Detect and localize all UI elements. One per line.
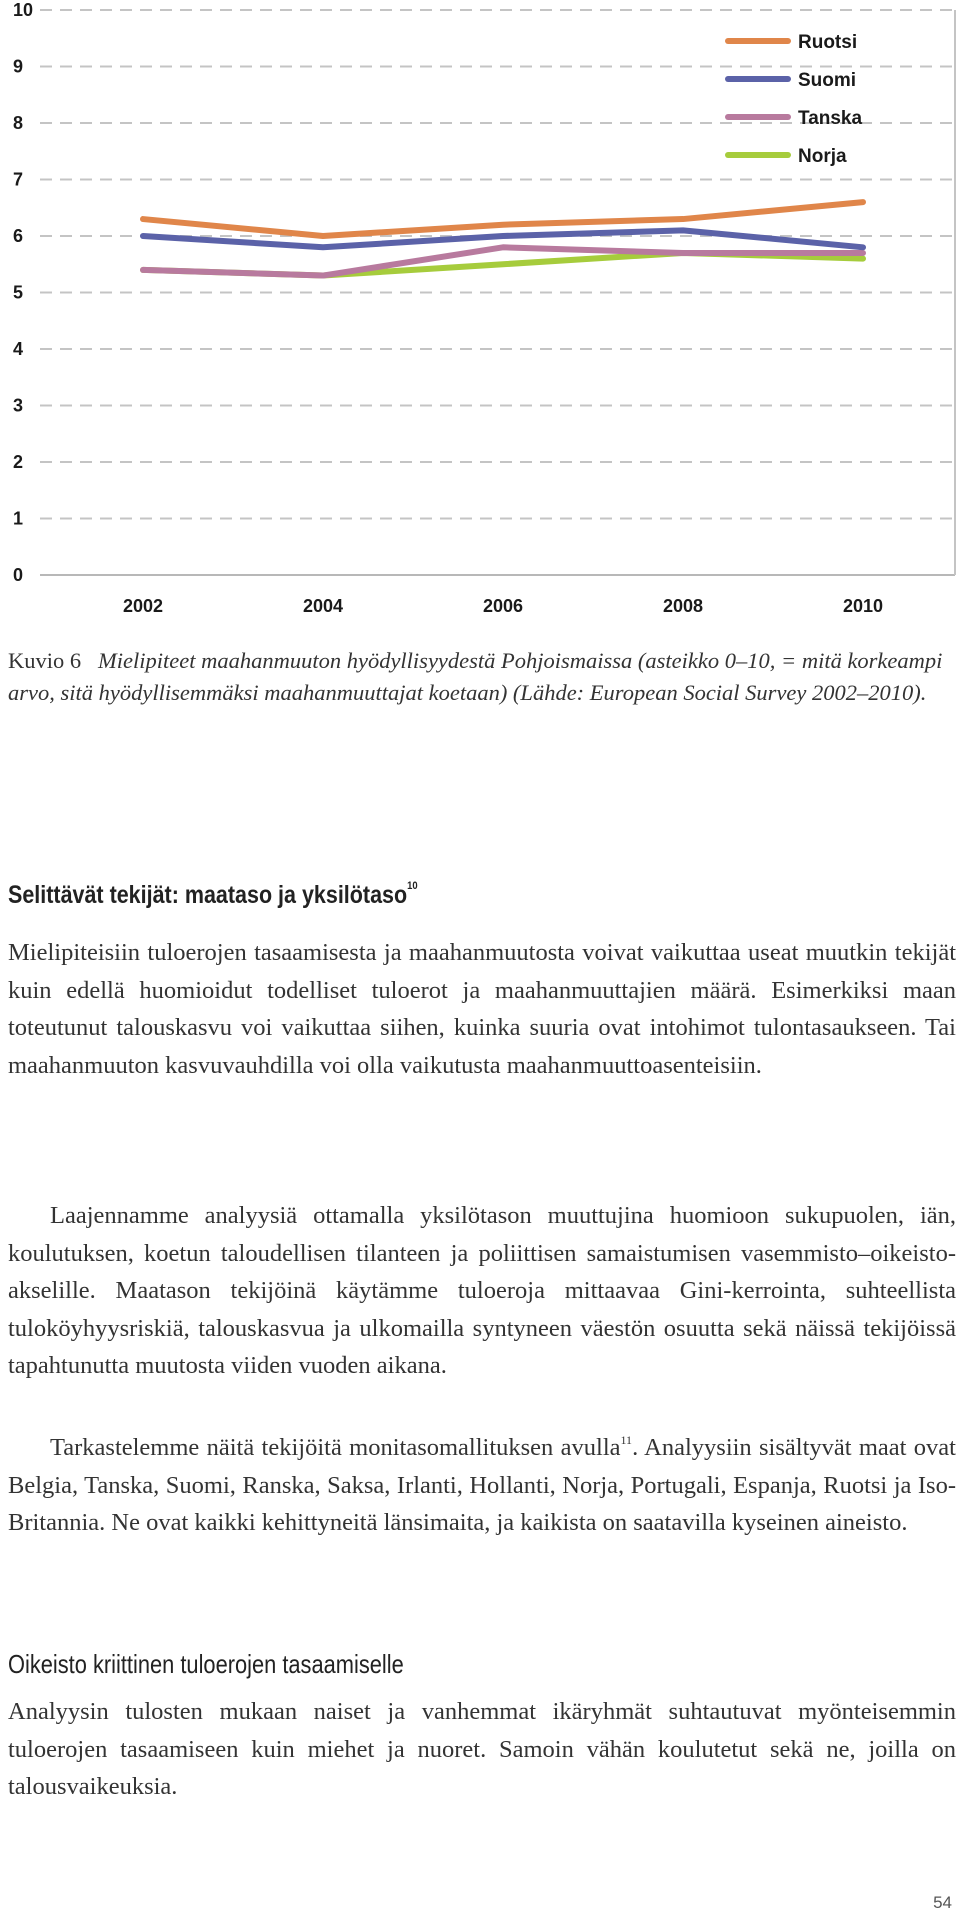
figure-caption xyxy=(8,645,953,709)
x-tick-label: 2004 xyxy=(302,596,344,616)
x-tick-label: 2006 xyxy=(482,596,524,616)
paragraph-1: Mielipiteisiin tuloerojen tasaamisesta ja maahanmuutosta voivat vaikuttaa useat muutkin tekijät kuin edellä huomioidut todelliset tuloerot ja maahanmuuttajien määrä. Esimerkiksi maan toteutunut talouskasvu voi vaikuttaa siihen, kuinka suuria ovat intohimot tulontasaukseen. Tai maahanmuuton kasvuvauhdilla voi olla vaikutusta maahanmuuttoasenteisiin. xyxy=(8,939,956,1079)
paragraph-3 xyxy=(8,1422,956,1542)
y-tick-label: 8 xyxy=(13,113,24,133)
y-axis-ticks xyxy=(13,0,33,585)
line-chart xyxy=(0,0,960,625)
chart-series-lines xyxy=(143,202,863,275)
series-line-ruotsi xyxy=(143,202,863,236)
paragraph-3-start: Tarkastelemme näitä tekijöitä monitasomallituksen avulla xyxy=(50,1434,621,1461)
x-tick-label: 2008 xyxy=(662,596,704,616)
x-tick-label: 2002 xyxy=(122,596,164,616)
y-tick-label: 7 xyxy=(13,169,24,190)
y-tick-label: 2 xyxy=(13,452,24,472)
page-number: 54 xyxy=(933,1893,952,1912)
legend-label-ruotsi: Ruotsi xyxy=(798,32,858,53)
y-tick-label: 6 xyxy=(13,226,24,246)
footnote-ref-11: 11 xyxy=(620,1433,633,1447)
paragraph-2: Laajennamme analyysiä ottamalla yksilötason muuttujina huomioon sukupuolen, iän, koulutuksen, koetun taloudellisen tilanteen ja poliittisen samaistumisen vasemmisto–oikeisto-akselille. Maatason tekijöinä käytämme tuloeroja mittaavaa Gini-kerrointa, suhteellista tuloköyhyysriskiä, talouskasvua ja ulkomailla syntyneen väestön osuutta sekä näissä tekijöissä tapahtunutta muutosta viiden vuoden aikana. xyxy=(8,1202,956,1379)
y-tick-label: 10 xyxy=(13,0,34,20)
footnote-ref-10: 10 xyxy=(407,880,418,892)
legend-label-tanska: Tanska xyxy=(798,108,863,129)
chart-gridlines xyxy=(40,10,955,575)
legend-label-norja: Norja xyxy=(798,146,847,167)
section-heading xyxy=(8,880,418,910)
paragraph-4: Analyysin tulosten mukaan naiset ja vanhemmat ikäryhmät suhtautuvat myönteisemmin tuloerojen tasaamiseen kuin miehet ja nuoret. Samoin vähän koulutetut sekä ne, joilla on talousvaikeuksia. xyxy=(8,1698,956,1800)
y-tick-label: 0 xyxy=(13,565,24,585)
y-tick-label: 5 xyxy=(13,282,24,303)
x-axis-ticks xyxy=(123,596,883,616)
y-tick-label: 1 xyxy=(13,508,24,529)
figure-caption-label: Kuvio 6 xyxy=(8,648,82,673)
figure-caption-text: Mielipiteet maahanmuuton hyödyllisyydestä Pohjoismaissa (asteikko 0–10, = mitä korkeampi arvo, sitä hyödyllisemmäksi maahanmuuttajat koetaan) (Lähde: European Social Survey 2002–2010). xyxy=(8,648,943,705)
x-tick-label: 2010 xyxy=(842,596,884,616)
y-tick-label: 4 xyxy=(13,339,24,359)
legend-label-suomi: Suomi xyxy=(798,70,857,91)
chart-legend xyxy=(728,32,863,167)
paragraph-3-end: . Analyysiin sisältyvät maat ovat Belgia, Tanska, Suomi, Ranska, Saksa, Irlanti, Hollanti, Norja, Portugali, Espanja, Ruotsi ja Iso-Britannia. Ne ovat kaikki kehittyneitä länsimaita, ja kaikista on saatavilla kyseinen aineisto. xyxy=(8,1434,956,1536)
y-tick-label: 9 xyxy=(13,56,24,77)
subsection-heading: Oikeisto kriittinen tuloerojen tasaamiselle xyxy=(8,1649,404,1679)
y-tick-label: 3 xyxy=(13,395,24,416)
section-heading-text: Selittävät tekijät: maataso ja yksilötaso xyxy=(8,881,408,909)
